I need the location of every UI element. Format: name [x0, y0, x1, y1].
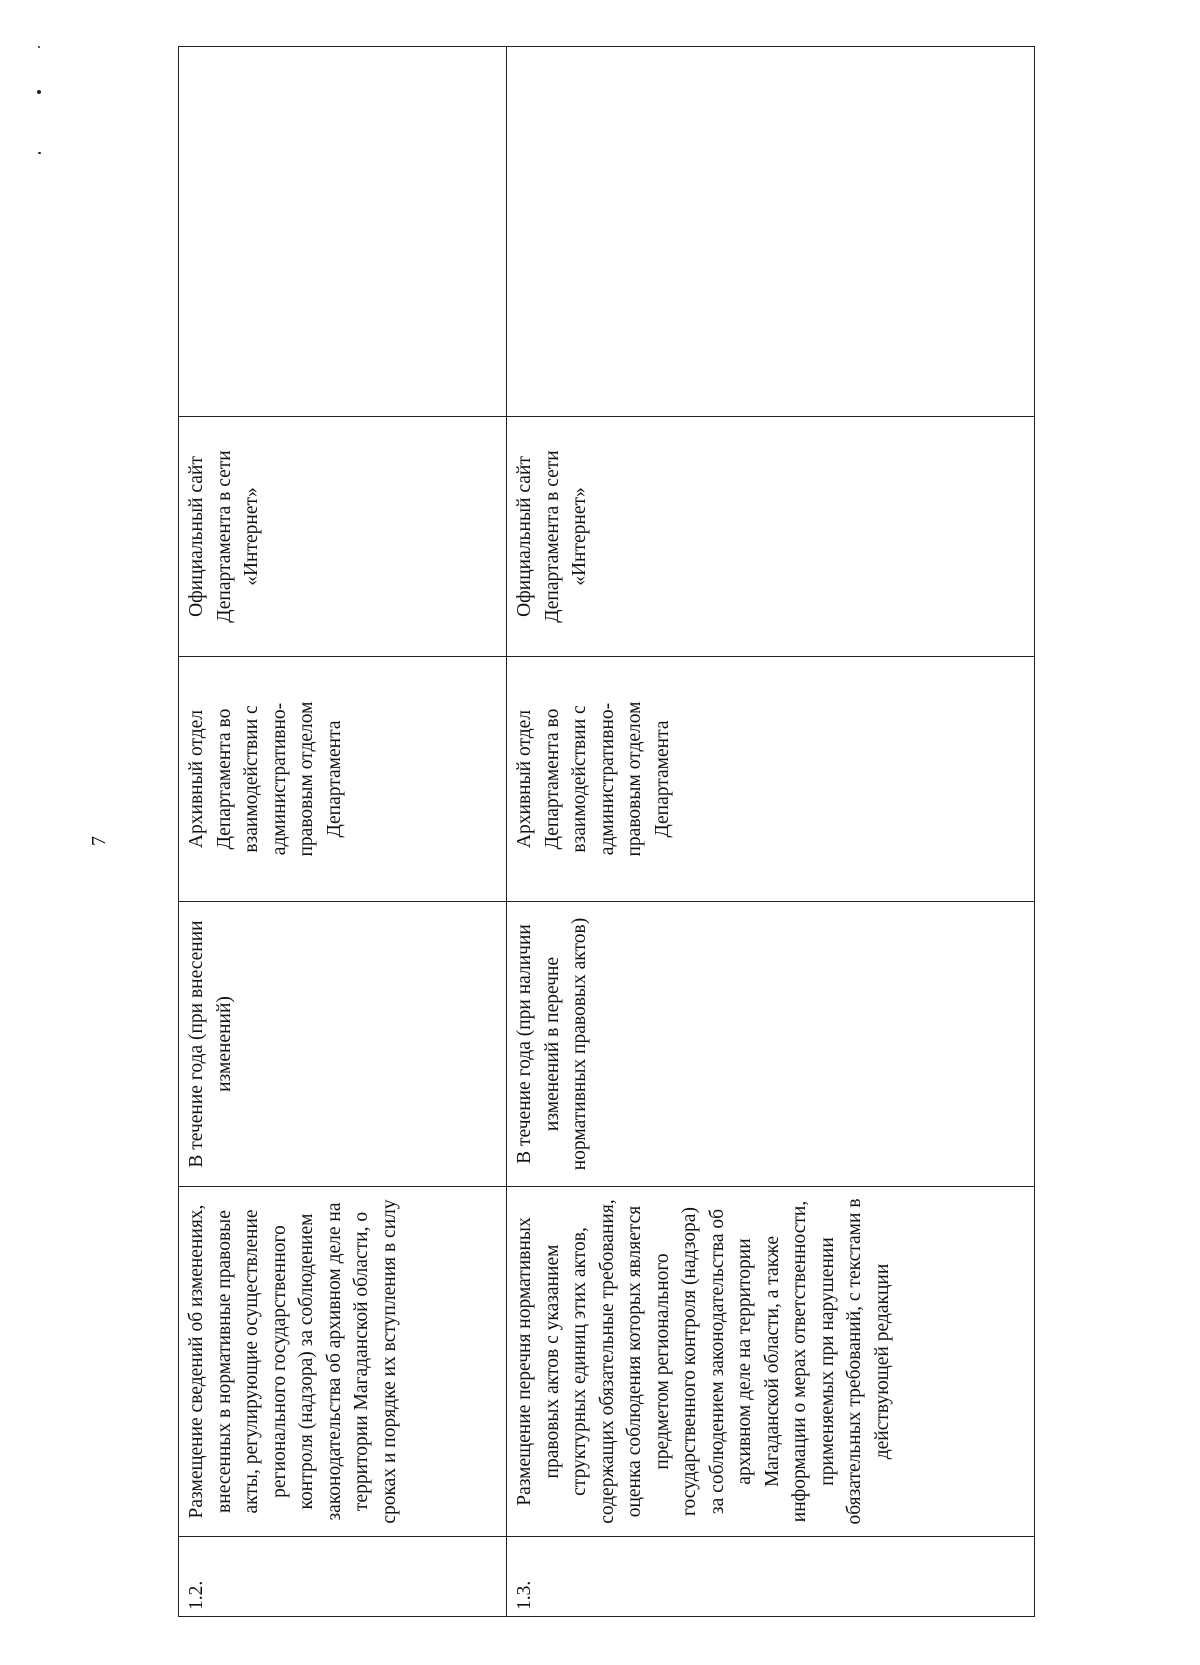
source-cell: Официальный сайт Департамента в сети «Интернет»	[507, 417, 1035, 657]
table-row	[179, 47, 507, 1617]
note-cell	[179, 47, 507, 417]
scan-mark	[37, 90, 41, 94]
source-cell: Официальный сайт Департамента в сети «Интернет»	[179, 417, 507, 657]
page-number: 7	[88, 836, 110, 846]
responsible-cell: Архивный отдел Департамента во взаимодействии с административно-правовым отделом Департамента	[507, 657, 1035, 902]
description-cell: Размещение сведений об изменениях, внесенных в нормативные правовые акты, регулирующие осуществление регионального государственного контроля (надзора) за соблюдением законодательства об архивном деле на территории Магаданской области, о сроках и порядке их вступления в силу	[179, 1187, 507, 1537]
term-cell: В течение года (при внесении изменений)	[179, 902, 507, 1187]
scan-mark	[38, 46, 40, 48]
term-cell: В течение года (при наличии изменений в перечне нормативных правовых актов)	[507, 902, 1035, 1187]
row-number-cell: 1.3.	[507, 1537, 1035, 1617]
description-cell: Размещение перечня нормативных правовых актов с указанием структурных единиц этих актов, содержащих обязательные требования, оценка соблюдения которых является предметом регионального государственного контроля (надзора) за соблюдением законодательства об архивном деле на территории Магаданской области, а также информации о мерах ответственности, применяемых при нарушении обязательных требований, с текстами в действующей редакции	[507, 1187, 1035, 1537]
activities-table	[178, 46, 1035, 1617]
note-cell	[507, 47, 1035, 417]
responsible-cell: Архивный отдел Департамента во взаимодействии с административно-правовым отделом Департамента	[179, 657, 507, 902]
scan-mark	[38, 152, 41, 154]
row-number-cell: 1.2.	[179, 1537, 507, 1617]
rotated-table-container	[178, 47, 1034, 1617]
table-row	[507, 47, 1035, 1617]
